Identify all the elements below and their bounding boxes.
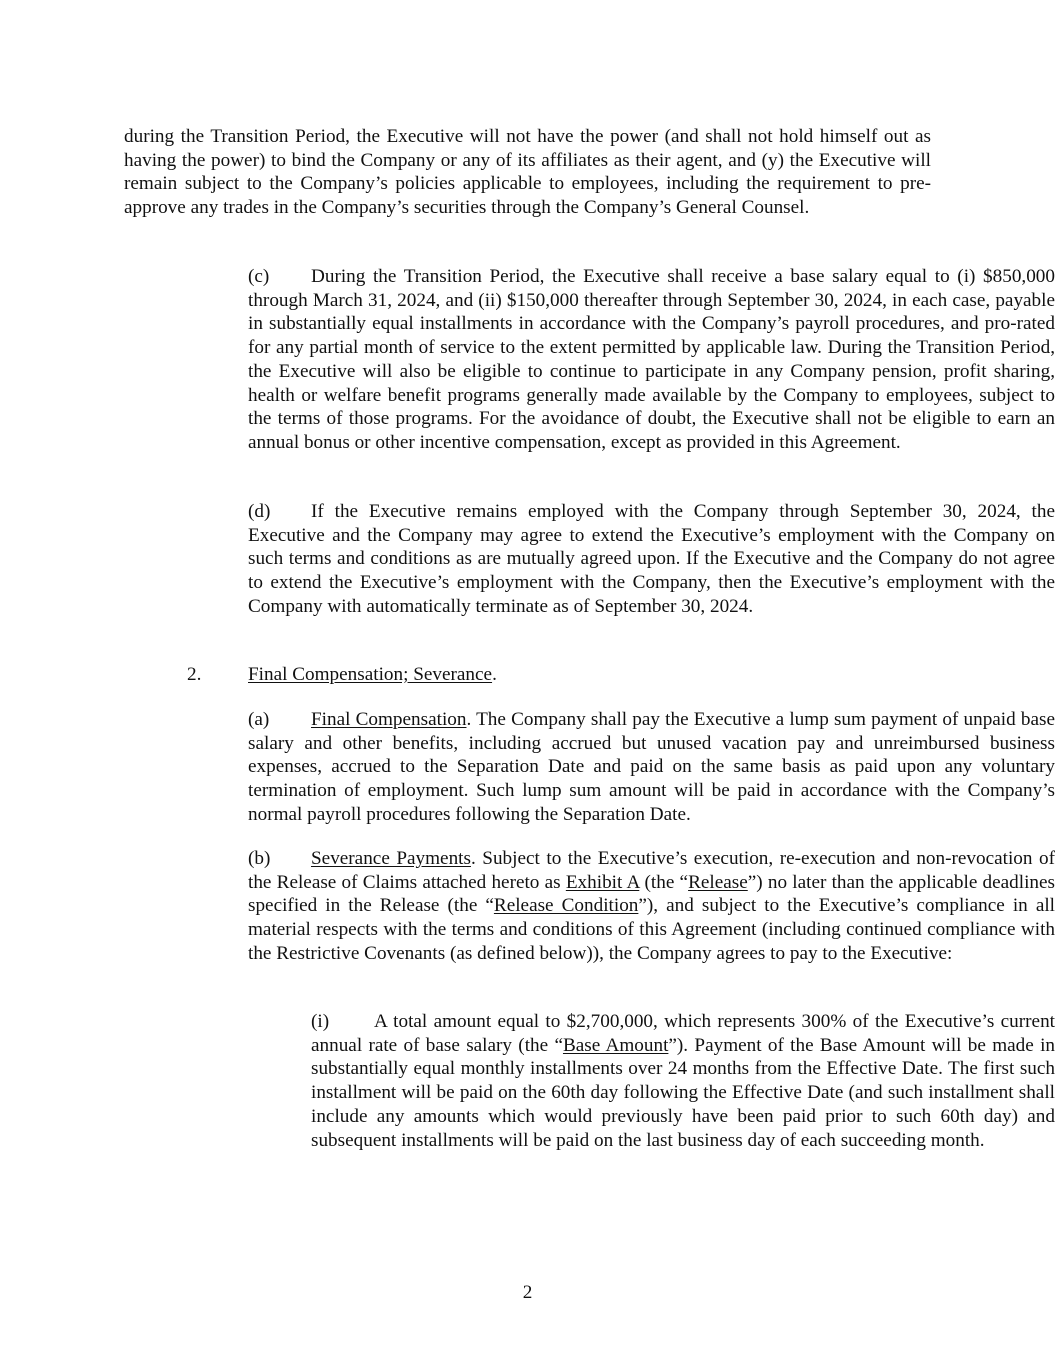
section-2-title: Final Compensation; Severance xyxy=(248,664,493,685)
paragraph-2b-i xyxy=(187,1010,1055,1152)
paragraph-2a-text: . The Company shall pay the Executive a lump sum payment of unpaid base salary and other benefits, including accrued but unused vacation pay and unreimbursed business expenses, accrued to the Separation Date and paid on the same basis as paid upon any voluntary termination of employment. Such lump sum amount will be paid in accordance with the Company’s normal payroll procedures following the Separation Date. xyxy=(248,709,1055,825)
label-d: (d) xyxy=(248,501,271,522)
paragraph-d-text: If the Executive remains employed with the Company through September 30, 2024, the Executive and the Company may agree to extend the Executive’s employment with the Company on such terms and conditions as are mutually agreed upon. If the Executive and the Company do not agree to extend the Executive’s employment with the Company, then the Executive’s employment with the Company with automatically terminate as of September 30, 2024. xyxy=(248,501,1055,617)
label-c: (c) xyxy=(248,266,270,287)
paragraph-2a xyxy=(124,708,1055,827)
exhibit-a-term: Exhibit A xyxy=(565,871,640,893)
final-compensation-title: Final Compensation xyxy=(311,709,467,730)
paragraph-c-text: During the Transition Period, the Executive shall receive a base salary equal to (i) $850,000 through March 31, 2024, and (ii) $150,000 thereafter through September 30, 2024, in each case, payable in substantially equal installments in accordance with the Company’s payroll procedures, and pro-rated for any partial month of service to the extent permitted by applicable law. During the Transition Period, the Executive will also be eligible to continue to participate in any Company pension, profit sharing, health or welfare benefit programs generally made available by the Company to employees, subject to the terms of those programs. For the avoidance of doubt, the Executive shall not be eligible to earn an annual bonus or other incentive compensation, except as provided in this Agreement. xyxy=(248,266,1055,453)
section-2-title-end: . xyxy=(492,664,497,685)
paragraph-i-text-1: A total amount equal to $2,700,000, which represents 300% of the Executive’s current annual rate of base salary (the “ xyxy=(311,1011,1055,1056)
section-2-number: 2. xyxy=(187,664,202,685)
label-i: (i) xyxy=(311,1011,330,1032)
section-2-heading xyxy=(187,663,497,687)
paragraph-2b-text-4: ”), and subject to the Executive’s compliance in all material respects with the terms and conditions of this Agreement (including continued compliance with the Restrictive Covenants (as defined below)), the Company agrees to pay to the Executive: xyxy=(248,895,1055,964)
paragraph-i-text-2: ”). Payment of the Base Amount will be made in substantially equal monthly installments over 24 months from the Effective Date. The first such installment will be paid on the 60th day following the Effective Date (and such installment shall include any amounts which would previously have been paid prior to such 60th day) and subsequent installments will be paid on the last business day of each succeeding month. xyxy=(311,1034,1055,1151)
label-2a: (a) xyxy=(248,709,270,730)
label-2b: (b) xyxy=(248,848,271,869)
paragraph-2b-text-2: (the “ xyxy=(639,871,689,893)
severance-payments-title: Severance Payments xyxy=(311,848,471,869)
paragraph-transition-continued: during the Transition Period, the Executive will not have the power (and shall not hold himself out as having the power) to bind the Company or any of its affiliates as their agent, and (y) the Executive will remain subject to the Company’s policies applicable to employees, including the requirement to pre-approve any trades in the Company’s securities through the Company’s General Counsel. xyxy=(124,126,931,219)
release-term: Release xyxy=(688,871,748,893)
base-amount-term: Base Amount xyxy=(562,1034,669,1056)
paragraph-2b xyxy=(124,847,1055,966)
page-number: 2 xyxy=(522,1282,533,1303)
paragraph-2b-text-1: . Subject to the Executive’s execution, re-execution and non-revocation of the Release of Claims attached hereto as xyxy=(248,848,1055,893)
paragraph-2b-text-3: ”) no later than the applicable deadlines specified in the Release (the “ xyxy=(248,871,1055,917)
paragraph-c xyxy=(124,265,1055,455)
release-condition-term: Release Condition xyxy=(493,895,639,917)
paragraph-d xyxy=(124,500,1055,619)
